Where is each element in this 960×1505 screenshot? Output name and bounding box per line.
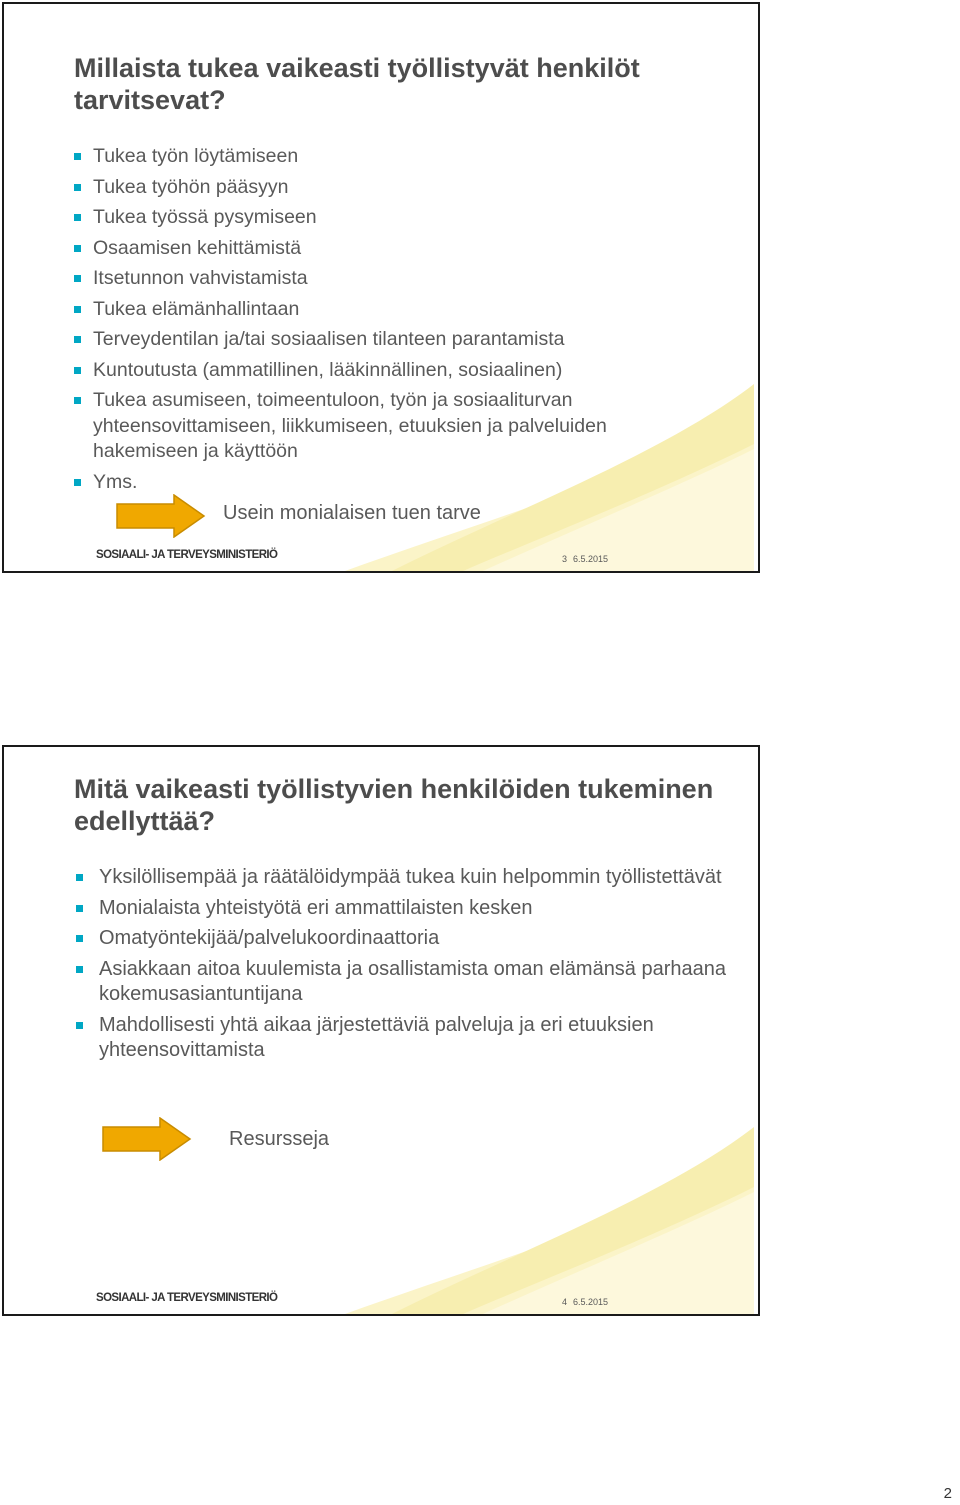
bullet-list	[76, 865, 726, 1069]
list-item: Tukea asumiseen, toimeentuloon, työn ja sosiaaliturvan yhteensovittamiseen, liikkumiseen, etuuksien ja palveluiden hakemiseen ja käyttöön	[74, 388, 694, 465]
bullet-square-icon	[74, 336, 81, 343]
bullet-square-icon	[74, 397, 81, 404]
arrow-right-icon	[116, 494, 206, 538]
bullet-square-icon	[76, 1022, 83, 1029]
list-item: Kuntoutusta (ammatillinen, lääkinnällinen, sosiaalinen)	[74, 358, 694, 384]
bullet-square-icon	[74, 367, 81, 374]
slide-title: Millaista tukea vaikeasti työllistyvät henkilöt tarvitsevat?	[74, 53, 640, 115]
list-item: Tukea työhön pääsyyn	[74, 175, 694, 201]
ministry-logo: SOSIAALI- JA TERVEYSMINISTERIÖ	[96, 1292, 278, 1304]
bullet-list	[74, 144, 694, 500]
slide-footer	[562, 554, 614, 564]
bullet-square-icon	[76, 966, 83, 973]
bullet-square-icon	[76, 935, 83, 942]
ministry-logo: SOSIAALI- JA TERVEYSMINISTERIÖ	[96, 549, 278, 561]
bullet-square-icon	[74, 275, 81, 282]
bullet-square-icon	[74, 306, 81, 313]
list-item: Monialaista yhteistyötä eri ammattilaisten kesken	[76, 896, 726, 922]
slide-date: 6.5.2015	[573, 554, 609, 564]
bullet-square-icon	[74, 184, 81, 191]
slide-4	[2, 745, 760, 1316]
arrow-caption: Resursseja	[229, 1128, 330, 1150]
bullet-square-icon	[74, 153, 81, 160]
slide-number: 4	[562, 1297, 568, 1307]
arrow-caption: Usein monialaisen tuen tarve	[223, 502, 481, 524]
bullet-square-icon	[74, 214, 81, 221]
list-item: Tukea elämänhallintaan	[74, 297, 694, 323]
bullet-square-icon	[76, 874, 83, 881]
slide-title: Mitä vaikeasti työllistyvien henkilöiden tukeminen edellyttää?	[74, 774, 714, 836]
list-item: Itsetunnon vahvistamista	[74, 266, 694, 292]
list-item: Tukea työssä pysymiseen	[74, 205, 694, 231]
page-number: 2	[943, 1485, 952, 1502]
bullet-square-icon	[74, 479, 81, 486]
slide-footer	[562, 1297, 614, 1307]
slide-number: 3	[562, 554, 568, 564]
list-item: Terveydentilan ja/tai sosiaalisen tilanteen parantamista	[74, 327, 694, 353]
list-item: Asiakkaan aitoa kuulemista ja osallistamista oman elämänsä parhaana kokemusasiantuntijana	[76, 957, 726, 1008]
list-item: Yksilöllisempää ja räätälöidympää tukea kuin helpommin työllistettävät	[76, 865, 726, 891]
list-item: Osaamisen kehittämistä	[74, 236, 694, 262]
slide-date: 6.5.2015	[573, 1297, 609, 1307]
bullet-square-icon	[74, 245, 81, 252]
list-item: Omatyöntekijää/palvelukoordinaattoria	[76, 926, 726, 952]
list-item: Tukea työn löytämiseen	[74, 144, 694, 170]
slide-3	[2, 2, 760, 573]
arrow-right-icon	[102, 1117, 192, 1161]
list-item: Yms.	[74, 470, 694, 496]
list-item: Mahdollisesti yhtä aikaa järjestettäviä palveluja ja eri etuuksien yhteensovittamista	[76, 1013, 726, 1064]
bullet-square-icon	[76, 905, 83, 912]
